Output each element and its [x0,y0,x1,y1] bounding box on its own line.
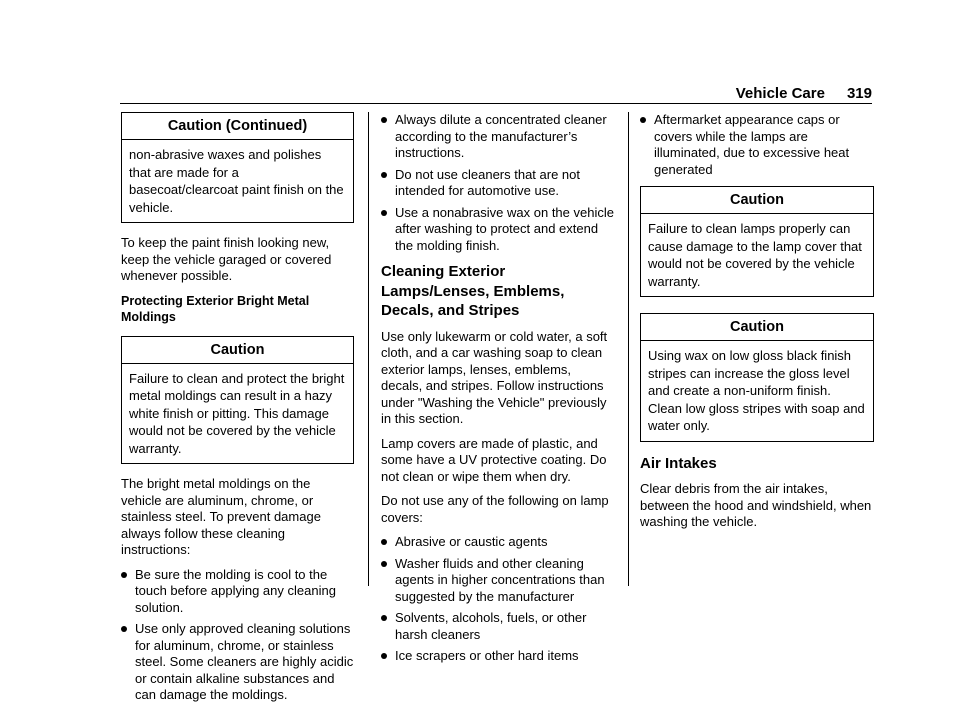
header-rule [120,103,872,104]
bullet-icon [381,653,387,659]
section-heading: Cleaning Exterior Lamps/Lenses, Emblems, Decals, and Stripes [381,263,565,319]
list-item-text: Be sure the molding is cool to the touch before applying any cleaning solution. [135,566,336,615]
page-number: 319 [846,85,872,102]
list-item-text: Aftermarket appearance caps or covers while the lamps are illuminated, due to excessive heat generated [654,112,850,177]
list-item [381,556,615,606]
caution-title: Caution [641,318,873,341]
bullet-icon [640,117,646,123]
bullet-list [381,534,615,665]
caution-title: Caution (Continued) [122,117,353,140]
caution-text: Using wax on low gloss black finish stripes can increase the gloss level and create a non-uniform finish. Clean low gloss stripes with soap and water only. [648,348,865,433]
list-item [381,534,615,551]
caution-box [640,186,874,297]
caution-text: Failure to clean lamps properly can cause damage to the lamp cover that would not be covered by the vehicle warranty. [648,221,862,289]
paragraph: Do not use any of the following on lamp covers: [381,493,609,525]
bullet-list [640,112,874,178]
bullet-list [381,112,615,254]
bullet-icon [121,626,127,632]
bullet-icon [381,117,387,123]
caution-title: Caution [122,341,353,364]
paragraph: The bright metal moldings on the vehicle are aluminum, chrome, or stainless steel. To prevent damage always follow these cleaning instructions: [121,476,321,557]
bullet-icon [381,172,387,178]
section-title: Vehicle Care [735,85,825,102]
list-item-text: Always dilute a concentrated cleaner according to the manufacturer’s instructions. [395,112,607,160]
list-item [381,167,615,200]
list-item-text: Abrasive or caustic agents [395,534,548,549]
caution-text: Failure to clean and protect the bright metal moldings can result in a hazy white finish or pitting. This damage would not be covered by the vehicle warranty. [129,370,345,456]
list-item-text: Ice scrapers or other hard items [395,648,579,663]
list-item [640,112,874,178]
caution-text: non-abrasive waxes and polishes that are made for a basecoat/clearcoat paint finish on the vehicle. [129,147,344,215]
list-item [381,610,615,643]
subheading: Protecting Exterior Bright Metal Moldings [121,293,310,324]
paragraph: To keep the paint finish looking new, keep the vehicle garaged or covered whenever possible. [121,235,332,283]
column-divider [368,112,369,586]
column-middle [381,112,615,673]
list-item-text: Use a nonabrasive wax on the vehicle after washing to protect and extend the molding finish. [395,204,614,253]
bullet-icon [381,615,387,621]
list-item-text: Use only approved cleaning solutions for aluminum, chrome, or stainless steel. Some cleaners are highly acidic or contain alkaline substances and can damage the moldings. [135,621,354,702]
column-left [121,112,354,712]
caution-continued-box [121,112,354,223]
bullet-icon [381,539,387,545]
list-item-text: Solvents, alcohols, fuels, or other harsh cleaners [395,610,587,642]
page-header [120,84,872,103]
list-item [381,205,615,255]
list-item-text: Washer fluids and other cleaning agents in higher concentrations than suggested by the manufacturer [395,555,605,604]
list-item-text: Do not use cleaners that are not intended for automotive use. [395,166,581,198]
paragraph: Lamp covers are made of plastic, and some have a UV protective coating. Do not clean or wipe them when dry. [381,435,607,484]
column-divider [628,112,629,586]
bullet-icon [121,572,127,578]
caution-box [121,336,354,465]
caution-title: Caution [641,191,873,214]
bullet-icon [381,210,387,216]
column-right [640,112,874,539]
caution-box [640,313,874,442]
bullet-list [121,567,354,704]
list-item [381,112,615,162]
section-heading: Air Intakes [640,454,717,472]
list-item [121,621,354,704]
paragraph: Use only lukewarm or cold water, a soft cloth, and a car washing soap to clean exterior lamps, lenses, emblems, decals, and stripes. Follow instructions under "Washing the Vehicle" previously in this section. [381,328,608,426]
paragraph: Clear debris from the air intakes, between the hood and windshield, when washing the vehicle. [640,481,872,529]
list-item [381,648,615,665]
list-item [121,567,354,617]
bullet-icon [381,561,387,567]
